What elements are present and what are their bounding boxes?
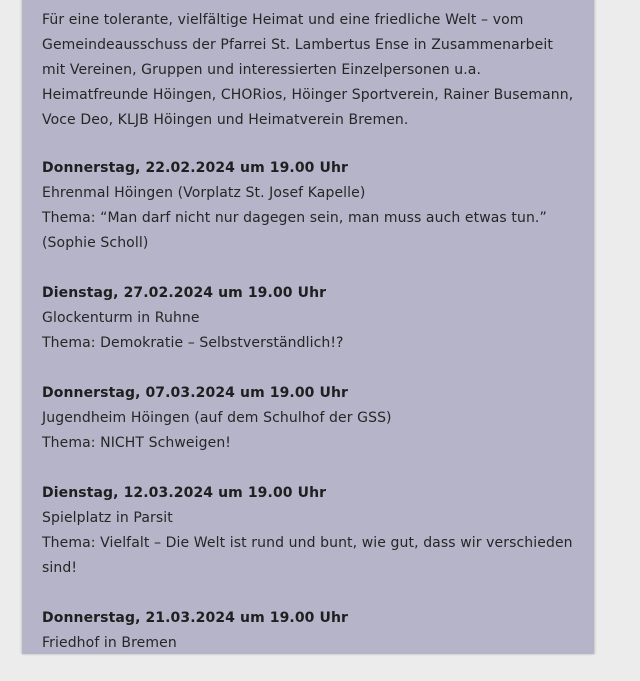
event-date: Donnerstag, 21.03.2024 um 19.00 Uhr [42,610,349,626]
event-place: Jugendheim Höingen (auf dem Schulhof der GSS) [42,410,392,426]
event-item [42,281,577,356]
event-item [42,606,577,656]
event-place: Ehrenmal Höingen (Vorplatz St. Josef Kapelle) [42,185,366,201]
intro-paragraph: Für eine tolerante, vielfältige Heimat und eine friedliche Welt – vom Gemeindeausschuss der Pfarrei St. Lambertus Ense in Zusammenarbeit mit Vereinen, Gruppen und interessierten Einzelpersonen u.a. Heimatfreunde Höingen, CHORios, Höinger Sportverein, Rainer Busemann, Voce Deo, KLJB Höingen und Heimatverein Bremen. [42,12,574,128]
event-theme: Thema: “Man darf nicht nur dagegen sein, man muss auch etwas tun.” (Sophie Scholl) [42,210,547,251]
event-item [42,481,577,581]
event-place: Friedhof in Bremen [42,635,177,651]
event-theme: Thema: NICHT Schweigen! [42,435,232,451]
event-item [42,381,577,456]
event-theme: Thema: Vielfalt – Die Welt ist rund und bunt, wie gut, dass wir verschieden sind! [42,535,573,576]
event-item [42,156,577,256]
event-date: Donnerstag, 07.03.2024 um 19.00 Uhr [42,385,349,401]
event-date: Dienstag, 12.03.2024 um 19.00 Uhr [42,485,327,501]
event-place: Spielplatz in Parsit [42,510,173,526]
event-place: Glockenturm in Ruhne [42,310,200,326]
event-date: Donnerstag, 22.02.2024 um 19.00 Uhr [42,160,349,176]
event-theme: Thema: Demokratie – Selbstverständlich!? [42,335,344,351]
article-body [42,8,577,681]
event-date: Dienstag, 27.02.2024 um 19.00 Uhr [42,285,327,301]
